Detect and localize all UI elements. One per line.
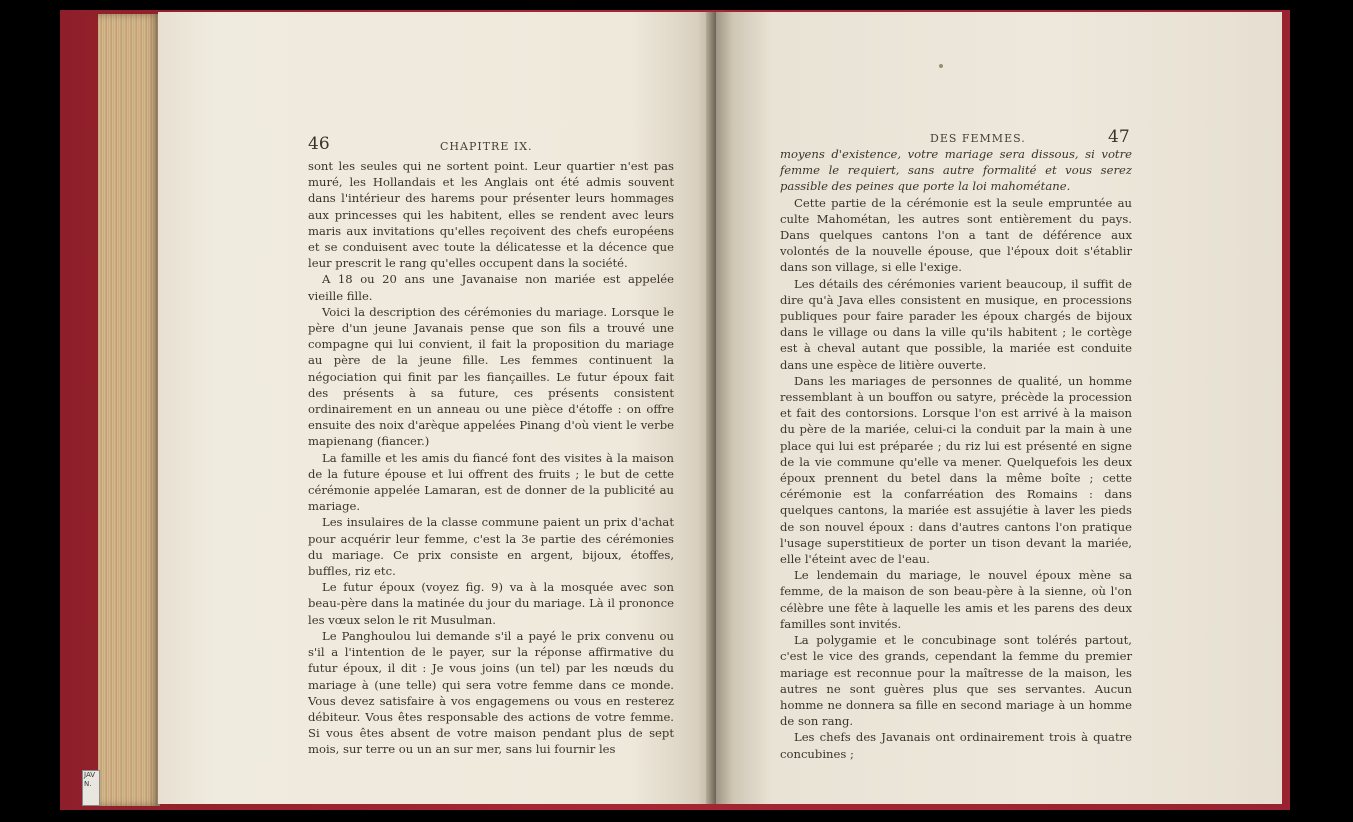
paragraph: Le lendemain du mariage, le nouvel époux mène sa femme, de la maison de son beau-père à la sienne, où l'on célèbre une fête à laquelle les amis et les parens des deux familles sont invités. — [780, 568, 1132, 631]
paragraph: sont les seules qui ne sortent point. Leur quartier n'est pas muré, les Hollandais et les Anglais ont été admis souvent dans l'intérieur des harems pour présenter leurs hommages aux princesses qui les habitent, elles se rendent avec leurs maris aux invitations qu'elles reçoivent des chefs européens et se conduisent avec toute la délicatesse et la décence que leur prescrit le rang qu'elles occupent dans la société. — [308, 159, 674, 271]
right-page — [716, 12, 1282, 804]
paragraph: Les détails des cérémonies varient beaucoup, il suffit de dire qu'à Java elles consistent en musique, en processions publiques pour faire parader les époux chargés de bijoux dans le village ou dans la ville qu'ils habitent ; le cortège est à cheval autant que possible, la mariée est conduite dans une espèce de litière ouverte. — [780, 276, 1132, 372]
paragraph: moyens d'existence, votre mariage sera dissous, si votre femme le requiert, sans autre formalité et vous serez passible des peines que porte la loi mahométane. — [780, 147, 1132, 194]
paragraph: Le futur époux (voyez fig. 9) va à la mosquée avec son beau-père dans la matinée du jour du mariage. Là il prononce les vœux selon le rit Musulman. — [308, 580, 674, 627]
paragraph: La polygamie et le concubinage sont tolérés partout, c'est le vice des grands, cependant la femme du premier mariage est reconnue pour la maîtresse de la maison, les autres ne sont guères plus que ses servantes. Aucun homme ne donnera sa fille en second mariage à un homme de son rang. — [780, 633, 1132, 729]
paragraph: Voici la description des cérémonies du mariage. Lorsque le père d'un jeune Javanais pense que son fils a trouvé une compagne qui lui convient, il fait la proposition du mariage au père de la jeune fille. Les femmes continuent la négociation qui finit par les fiançailles. Le futur époux fait des présents à sa future, ces présents consistent ordinairement en un anneau ou une pièce d'étoffe : on offre ensuite des noix d'arèque appelées Pinang d'où vient le verbe mapienang (fiancer.) — [308, 304, 674, 449]
library-sticker: JAV N. — [82, 770, 100, 806]
page-number-right: 47 — [1108, 127, 1130, 147]
running-head-right: DES FEMMES. — [930, 132, 1026, 145]
paragraph: Cette partie de la cérémonie est la seule empruntée au culte Mahométan, les autres sont entièrement du pays. Dans quelques cantons l'on a tant de déférence aux volontés de la nouvelle épouse, que l'époux doit s'établir dans son village, si elle l'exige. — [780, 195, 1132, 275]
left-page-body — [308, 158, 674, 758]
page-number-left: 46 — [308, 134, 330, 154]
paragraph: Les chefs des Javanais ont ordinairement trois à quatre concubines ; — [780, 730, 1132, 761]
paragraph: A 18 ou 20 ans une Javanaise non mariée est appelée vieille fille. — [308, 272, 674, 303]
running-head-left: CHAPITRE IX. — [440, 140, 533, 153]
left-page — [158, 12, 714, 804]
paper-speck — [939, 64, 943, 68]
page-edges — [98, 14, 160, 806]
paragraph: Les insulaires de la classe commune paient un prix d'achat pour acquérir leur femme, c'est la 3e partie des cérémonies du mariage. Ce prix consiste en argent, bijoux, étoffes, buffles, riz etc. — [308, 515, 674, 579]
paragraph: Dans les mariages de personnes de qualité, un homme ressemblant à un bouffon ou satyre, précède la procession et fait des contorsions. Lorsque l'on est arrivé à la maison du père de la mariée, celui-ci la conduit par la main à une place qui lui est préparée ; du riz lui est présenté en signe de la vie commune qu'elle va mener. Quelquefois les deux époux prennent du betel dans la même boîte ; cette cérémonie est la confarréation des Romains : dans quelques cantons, la mariée est assujétie à laver les pieds de son nouvel époux : dans d'autres cantons l'on pratique l'usage superstitieux de porter un tison devant la mariée, elle l'éteint avec de l'eau. — [780, 373, 1132, 567]
paragraph: La famille et les amis du fiancé font des visites à la maison de la future épouse et lui offrent des fruits ; le but de cette cérémonie appelée Lamaran, est de donner de la publicité au mariage. — [308, 450, 674, 514]
paragraph: Le Panghoulou lui demande s'il a payé le prix convenu ou s'il a l'intention de le payer, sur la réponse affirmative du futur époux, il dit : Je vous joins (un tel) par les nœuds du mariage à (une telle) qui sera votre femme dans ce monde. Vous devez satisfaire à vos engagemens ou vous en resterez débiteur. Vous êtes responsable des actions de votre femme. Si vous êtes absent de votre maison pendant plus de sept mois, sur terre ou un an sur mer, sans lui fournir les — [308, 628, 674, 757]
right-page-body — [780, 146, 1132, 762]
